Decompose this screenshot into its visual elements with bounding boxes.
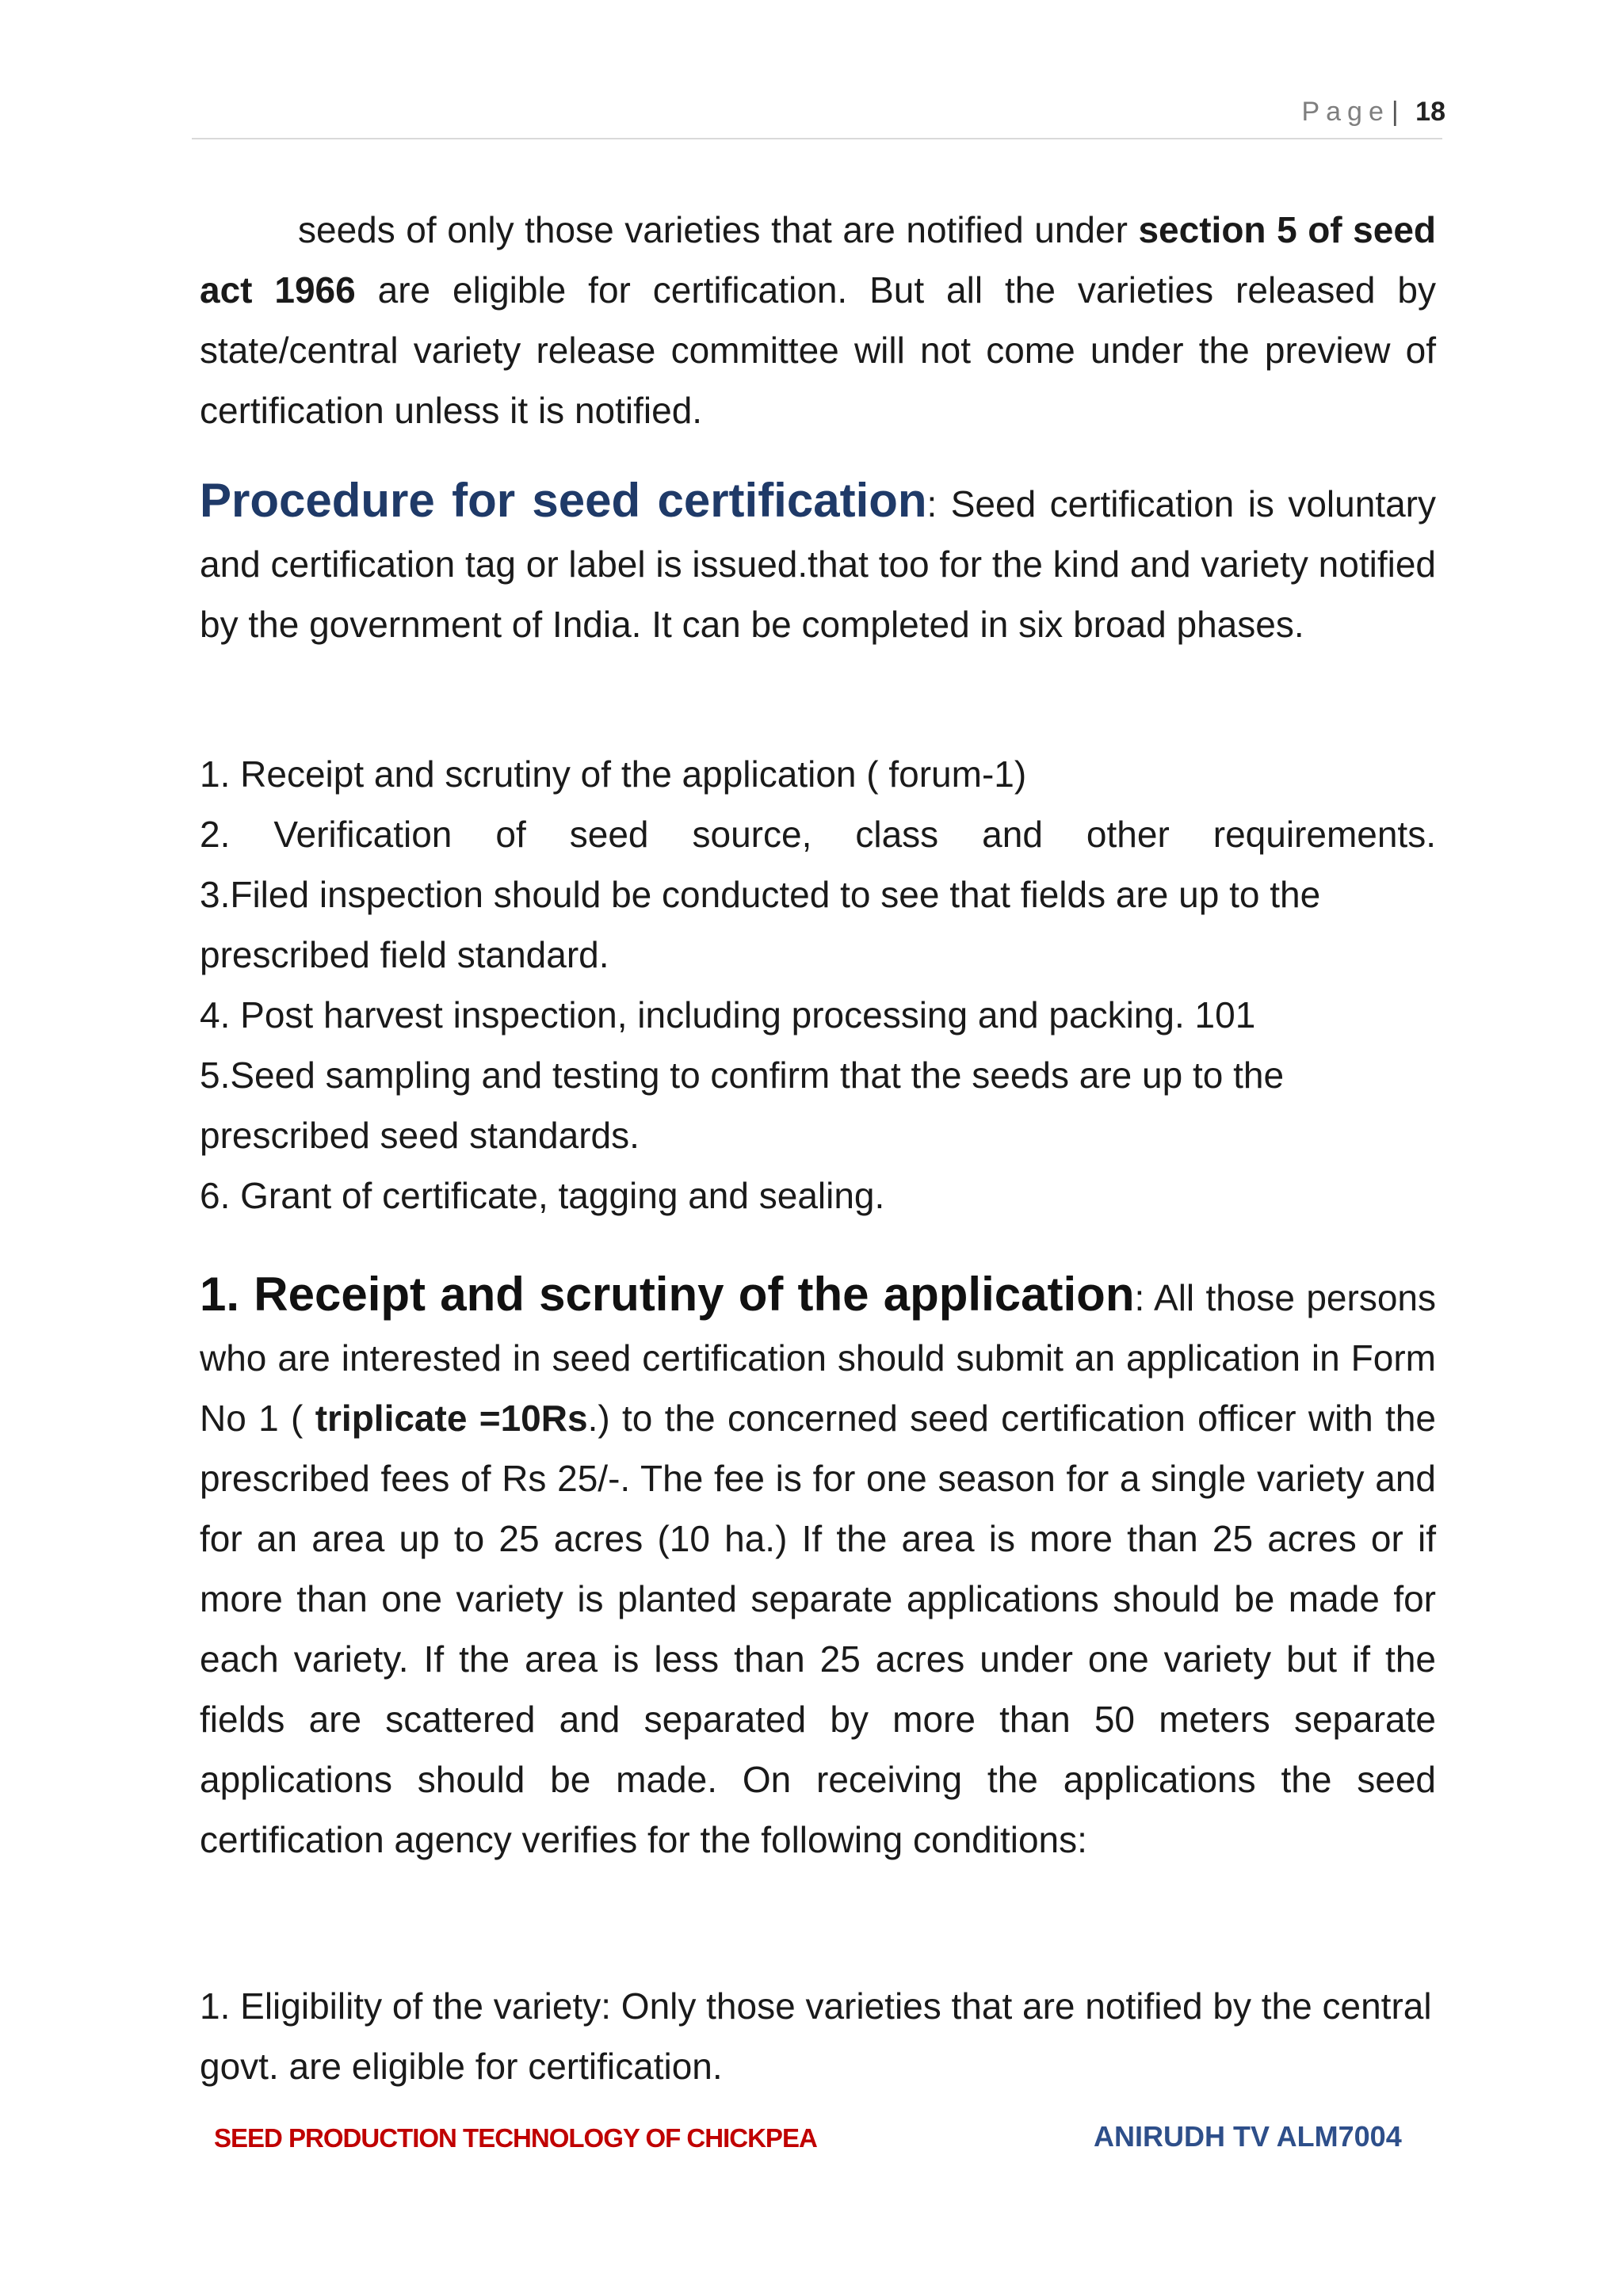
- page-number: 18: [1415, 97, 1445, 127]
- receipt-colon: :: [1134, 1277, 1145, 1318]
- receipt-heading: 1. Receipt and scrutiny of the application: [200, 1268, 1135, 1321]
- list-item: 2. Verification of seed source, class and other requirements.: [200, 814, 1436, 855]
- intro-text-1: seeds of only those varieties that are notified under: [298, 209, 1139, 250]
- triplicate-fee: triplicate =10Rs: [315, 1398, 588, 1439]
- list-item: 1. Eligibility of the variety: Only those varieties that are notified by the central govt. are eligible for certification.: [200, 1985, 1432, 2087]
- conditions-list: [200, 1976, 1436, 2096]
- page-header: [1301, 97, 1445, 128]
- list-item: 3.Filed inspection should be conducted to see that fields are up to the prescribed field standard.: [200, 874, 1321, 975]
- receipt-text-2: .) to the concerned seed certification officer with the prescribed fees of Rs 25/-. The fee is for one season for a single variety and for an area up to 25 acres (10 ha.) If the area is more than 25 acres or if more than one variety is planted separate applications should be made for each variety. If the area is less than 25 acres under one variety but if the fields are scattered and separated by more than 50 meters separate applications should be made. On receiving the applications the seed certification agency verifies for the following conditions:: [200, 1398, 1436, 1860]
- footer-title: SEED PRODUCTION TECHNOLOGY OF CHICKPEA: [214, 2123, 817, 2153]
- footer-author: ANIRUDH TV ALM7004: [1094, 2120, 1402, 2153]
- header-divider: [192, 138, 1442, 139]
- list-item: 4. Post harvest inspection, including processing and packing. 101: [200, 994, 1256, 1035]
- list-item: 1. Receipt and scrutiny of the application ( forum-1): [200, 753, 1027, 795]
- procedure-text: Seed certification is voluntary and certification tag or label is issued.that too for the kind and variety notified by the government of India. It can be completed in six broad phases.: [200, 483, 1436, 645]
- page-word: Page: [1301, 97, 1390, 127]
- procedure-colon: :: [926, 483, 938, 524]
- intro-paragraph: [200, 200, 1436, 441]
- receipt-lead: All those persons: [1144, 1277, 1436, 1318]
- receipt-text-1: who are interested in seed certification should submit an application in Form No 1 (: [200, 1337, 1436, 1439]
- section-reference: section 5 of seed act 1966: [200, 209, 1437, 311]
- receipt-paragraph: [200, 1264, 1436, 1870]
- page-separator: |: [1391, 97, 1399, 127]
- phases-list: [200, 744, 1436, 1226]
- procedure-paragraph: [200, 471, 1436, 654]
- list-item: 5.Seed sampling and testing to confirm that the seeds are up to the prescribed seed standards.: [200, 1055, 1285, 1156]
- list-item: 6. Grant of certificate, tagging and sealing.: [200, 1175, 885, 1216]
- intro-text-2: are eligible for certification. But all the varieties released by state/central variety release committee will not come under the preview of certification unless it is notified.: [200, 269, 1436, 431]
- procedure-heading: Procedure for seed certification: [200, 474, 927, 527]
